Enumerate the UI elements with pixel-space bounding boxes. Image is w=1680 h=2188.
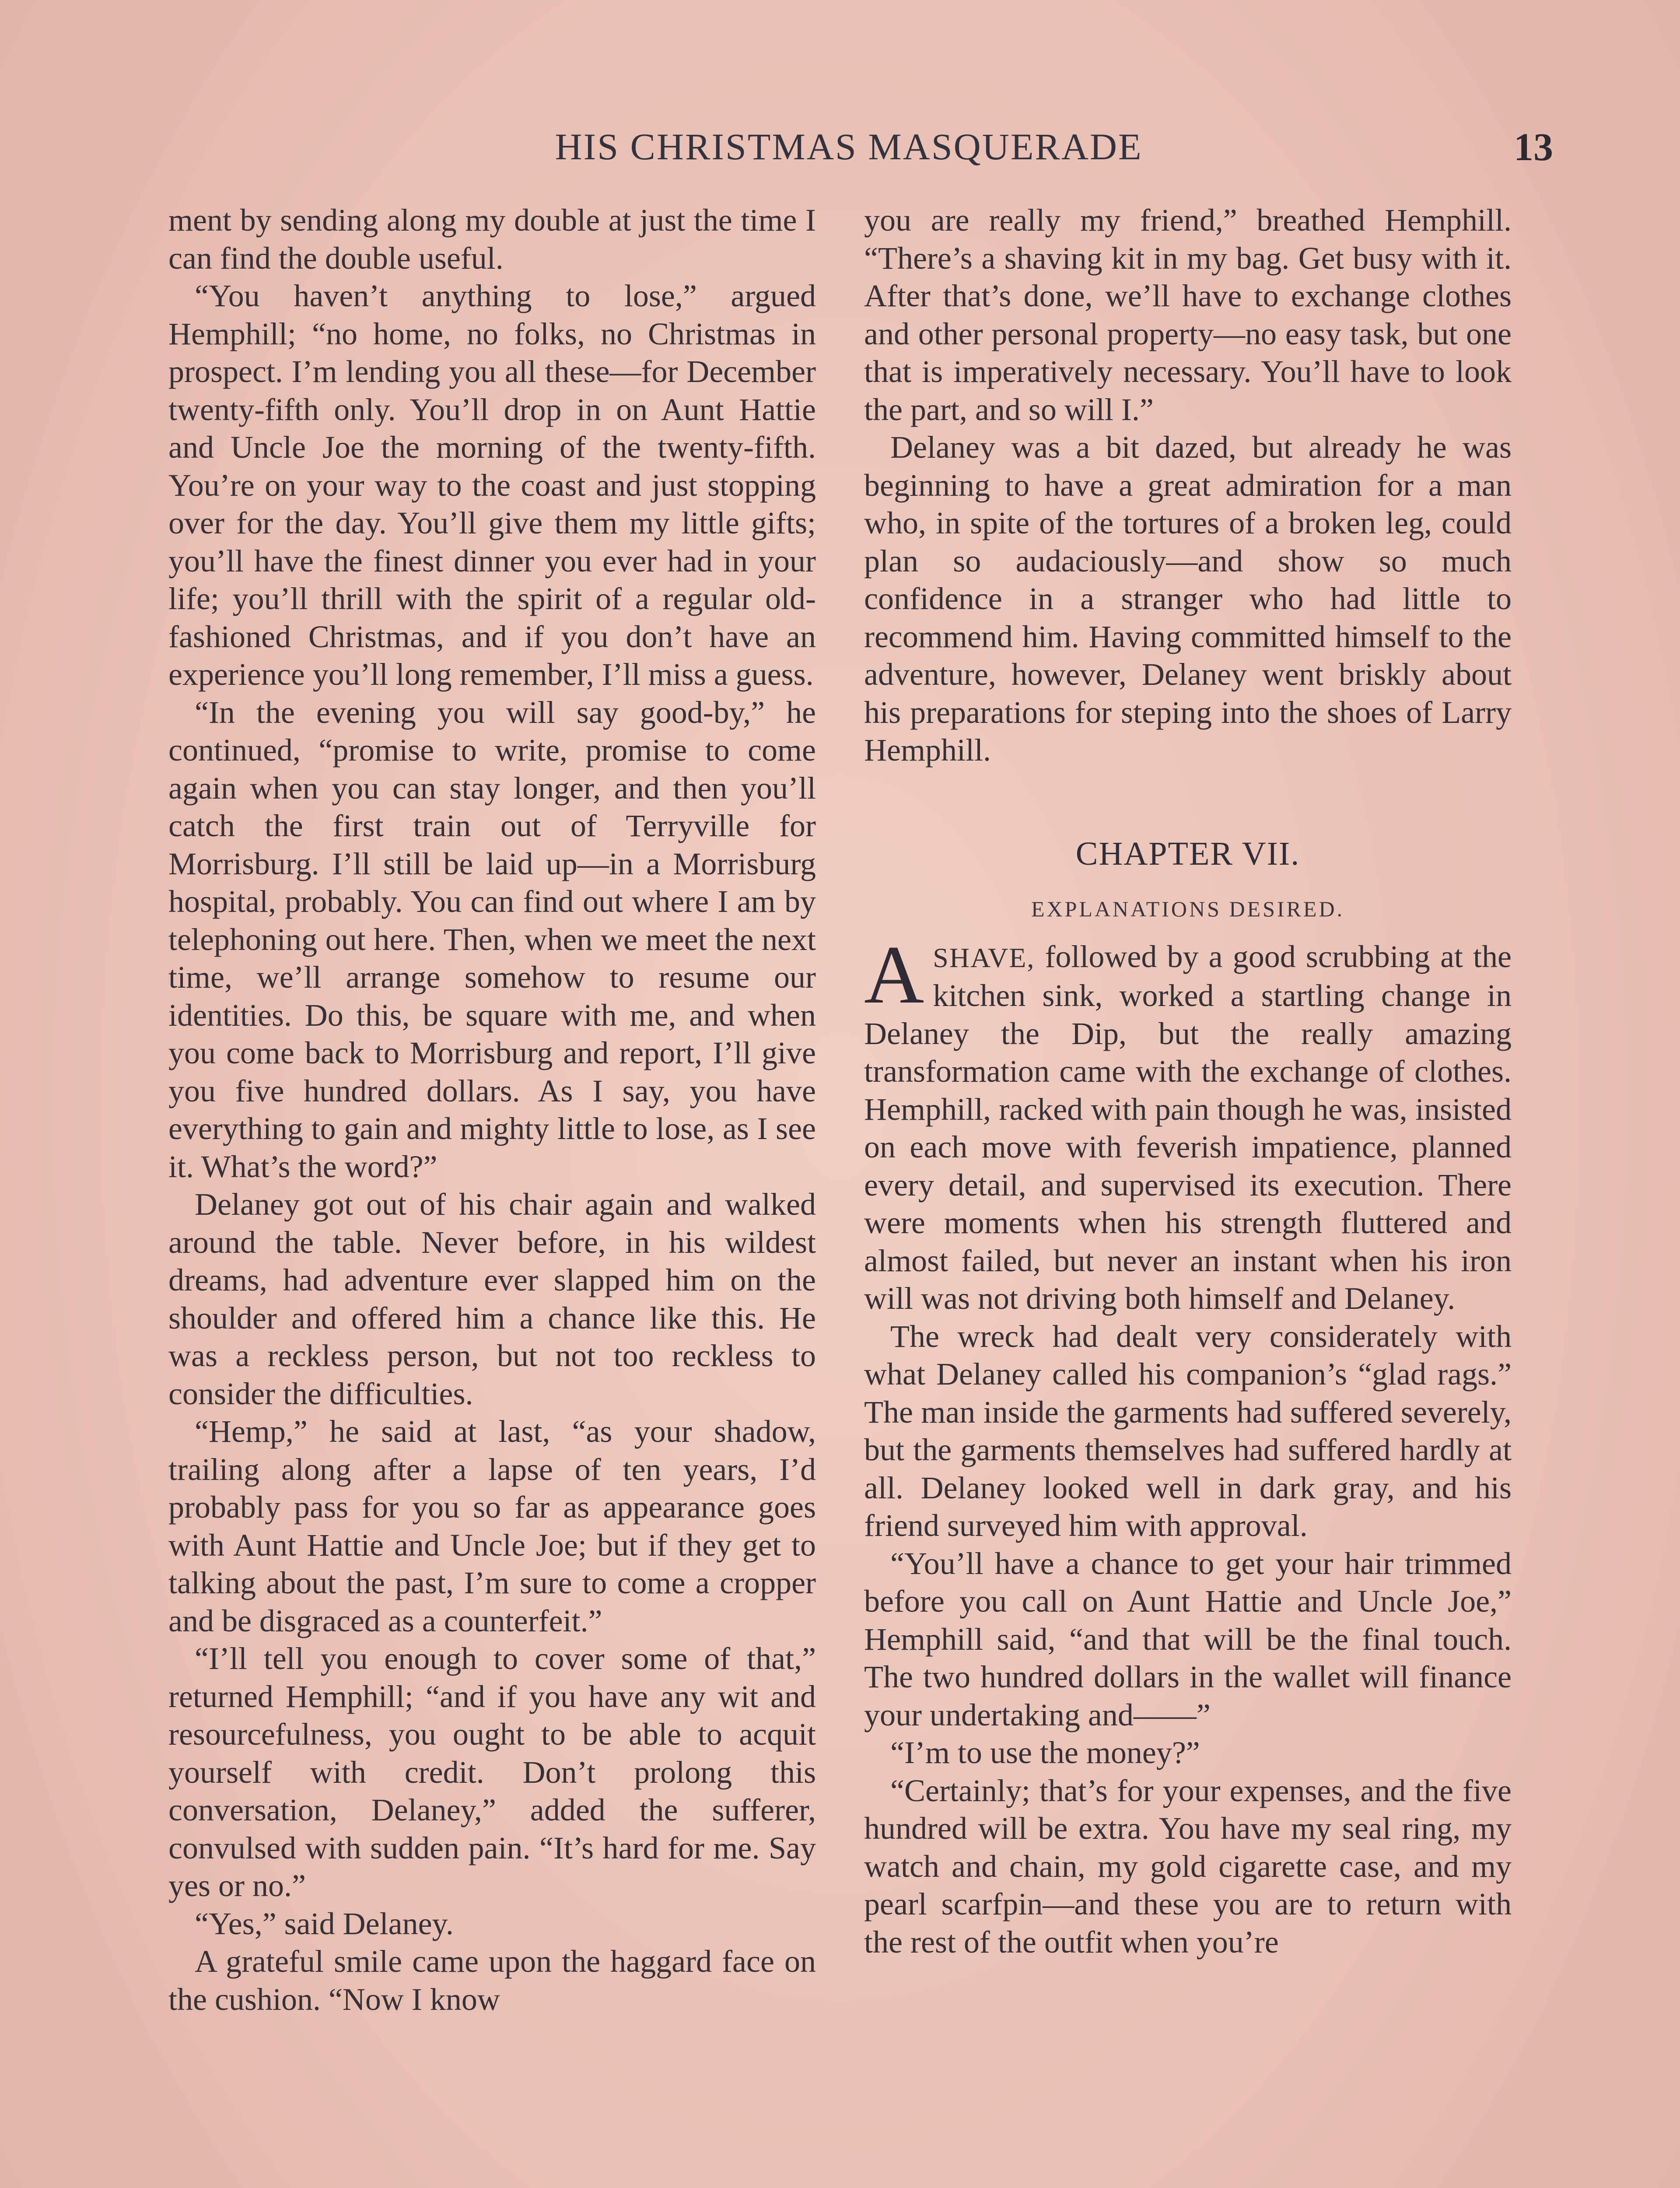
paragraph-text: followed by a good scrubbing at the kitchen sink, worked a startling change in Delaney the Dip, but the really amazing transformation came with the exchange of clothes. Hemphill, racked with pain though he was, insisted on each move with feverish impatience, planned every detail, and supervised its execution. There were moments when his strength fluttered and almost failed, but never an instant when his iron will was not driving both himself and Delaney. <box>864 939 1512 1316</box>
running-head: HIS CHRISTMAS MASQUERADE <box>555 126 1143 168</box>
paragraph: you are really my friend,” breathed Hemphill. “There’s a shaving kit in my bag. Get busy with it. After that’s done, we’ll have to exchange clothes and other personal property—no easy task, but one that is imperatively necessary. You’ll have to look the part, and so will I.” <box>864 203 1512 427</box>
lead-word: SHAVE, <box>933 942 1035 973</box>
paragraph: Delaney got out of his chair again and walked around the table. Never before, in his wildest dreams, had adventure ever slapped him on the shoulder and offered him a chance like this. He was a reckless person, but not too reckless to consider the difficulties. <box>168 1187 816 1411</box>
paragraph: “I’m to use the money?” <box>890 1735 1200 1770</box>
paragraph: “In the evening you will say good-by,” he continued, “promise to write, promise to come again when you can stay longer, and then you’ll catch the first train out of Terryville for Morrisburg. I’ll still be laid up—in a Morrisburg hospital, probably. You can find out where I am by telephoning out here. Then, when we meet the next time, we’ll arrange somehow to resume our identities. Do this, be square with me, and when you come back to Morrisburg and report, I’ll give you five hundred dollars. As I say, you have everything to gain and mighty little to lose, as I see it. What’s the word?” <box>168 694 816 1184</box>
paragraph: “I’ll tell you enough to cover some of that,” returned Hemphill; “and if you have any wit and resourcefulness, you ought to be able to acquit yourself with credit. Don’t prolong this conversation, Delaney,” added the sufferer, convulsed with sudden pain. “It’s hard for me. Say yes or no.” <box>168 1641 816 1903</box>
paragraph: ment by sending along my double at just the time I can find the double useful. <box>168 203 816 276</box>
chapter-opening-paragraph <box>864 929 1512 1318</box>
chapter-subtitle: EXPLANATIONS DESIRED. <box>1031 897 1345 921</box>
paragraph: A grateful smile came upon the haggard face on the cushion. “Now I know <box>168 1944 816 2017</box>
paragraph: “You haven’t anything to lose,” argued Hemphill; “no home, no folks, no Christmas in prospect. I’m lending you all these—for December twenty-fifth only. You’ll drop in on Aunt Hattie and Uncle Joe the morning of the twenty-fifth. You’re on your way to the coast and just stopping over for the day. You’ll give them my little gifts; you’ll have the finest dinner you ever had in your life; you’ll thrill with the spirit of a regular old-fashioned Christmas, and if you don’t have an experience you’ll long remember, I’ll miss a guess. <box>168 278 816 692</box>
paragraph: The wreck had dealt very considerately with what Delaney called his companion’s “glad rags.” The man inside the garments had suffered severely, but the garments themselves had suffered hardly at all. Delaney looked well in dark gray, and his friend surveyed him with approval. <box>864 1318 1512 1543</box>
paragraph: “Hemp,” he said at last, “as your shadow, trailing along after a lapse of ten years, I’d probably pass for you so far as appearance goes with Aunt Hattie and Uncle Joe; but if they get to talking about the past, I’m sure to come a cropper and be disgraced as a counterfeit.” <box>168 1414 816 1638</box>
page-number: 13 <box>1514 126 1553 169</box>
right-column <box>864 201 1512 1961</box>
left-column <box>168 201 816 2018</box>
paragraph: “Certainly; that’s for your expenses, and the five hundred will be extra. You have my seal ring, my watch and chain, my gold cigarette case, and my pearl scarfpin—and these you are to return with the rest of the outfit when you’re <box>864 1773 1512 1960</box>
paragraph: “Yes,” said Delaney. <box>195 1906 454 1941</box>
paragraph: “You’ll have a chance to get your hair trimmed before you call on Aunt Hattie and Uncle Joe,” Hemphill said, “and that will be the final touch. The two hundred dollars in the wallet will finance your undertaking and——” <box>864 1546 1512 1732</box>
drop-cap: A <box>864 929 924 1021</box>
paragraph: Delaney was a bit dazed, but already he was beginning to have a great admiration for a man who, in spite of the tortures of a broken leg, could plan so audaciously—and show so much confidence in a stranger who had little to recommend him. Having committed himself to the adventure, however, Delaney went briskly about his preparations for steping into the shoes of Larry Hemphill. <box>864 430 1512 768</box>
chapter-title: CHAPTER VII. <box>1075 835 1300 872</box>
